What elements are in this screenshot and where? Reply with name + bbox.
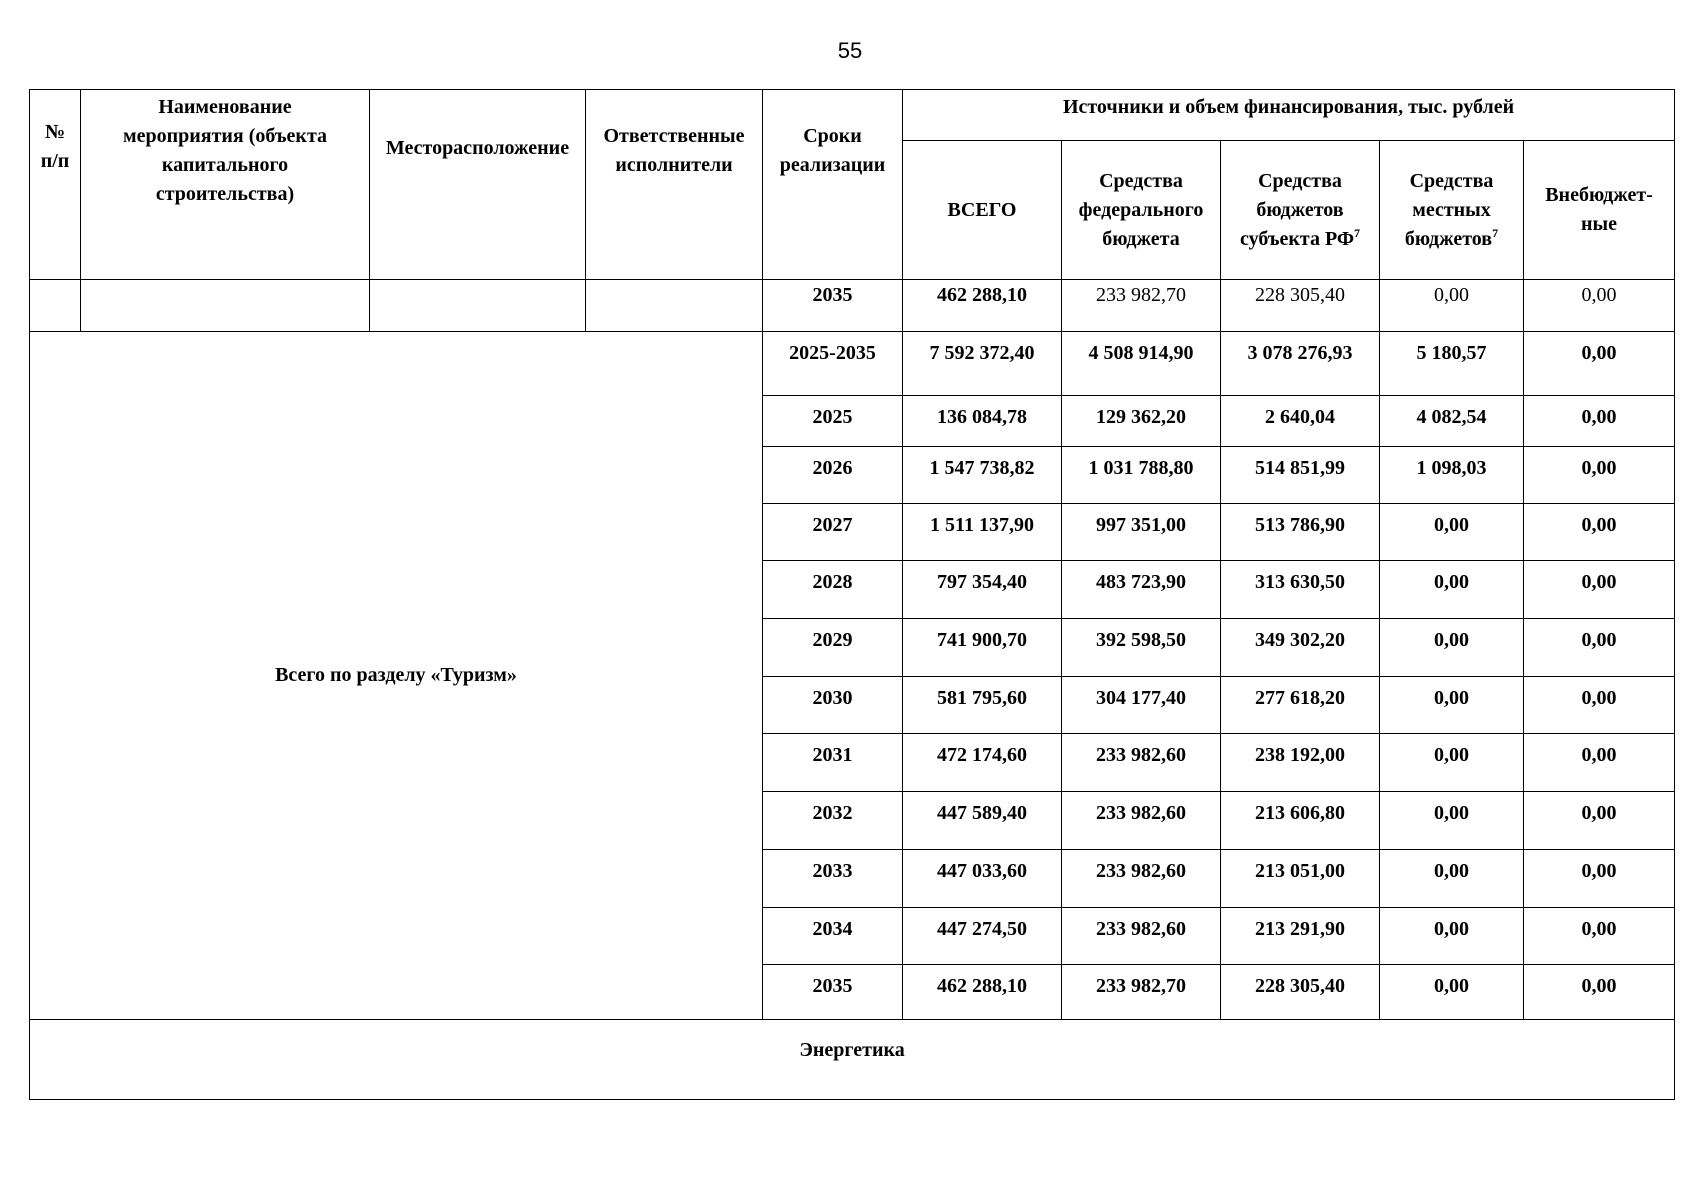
total-regional: 213 291,90 — [1221, 908, 1380, 965]
total-extra: 0,00 — [1524, 447, 1675, 504]
total-local: 0,00 — [1380, 965, 1524, 1020]
total-sum: 1 547 738,82 — [903, 447, 1062, 504]
carry-location-cell — [370, 280, 586, 332]
header-regional-text: Средства бюджетов субъекта РФ — [1239, 169, 1355, 250]
total-regional: 213 051,00 — [1221, 850, 1380, 908]
total-local: 0,00 — [1380, 908, 1524, 965]
total-federal: 304 177,40 — [1062, 677, 1221, 734]
total-sum: 447 589,40 — [903, 792, 1062, 850]
table-row — [30, 280, 1675, 332]
total-federal: 233 982,70 — [1062, 965, 1221, 1020]
carry-total: 462 288,10 — [903, 280, 1062, 332]
header-regional-note: 7 — [1354, 225, 1361, 240]
total-extra: 0,00 — [1524, 677, 1675, 734]
total-federal: 233 982,60 — [1062, 792, 1221, 850]
total-local: 4 082,54 — [1380, 396, 1524, 447]
total-federal: 4 508 914,90 — [1062, 332, 1221, 396]
total-regional: 313 630,50 — [1221, 561, 1380, 619]
total-regional: 228 305,40 — [1221, 965, 1380, 1020]
total-regional: 513 786,90 — [1221, 504, 1380, 561]
total-federal: 129 362,20 — [1062, 396, 1221, 447]
header-extra-line1: Внебюджет- — [1545, 184, 1653, 206]
total-extra: 0,00 — [1524, 332, 1675, 396]
total-regional: 277 618,20 — [1221, 677, 1380, 734]
total-sum: 7 592 372,40 — [903, 332, 1062, 396]
total-sum: 741 900,70 — [903, 619, 1062, 677]
total-year: 2026 — [763, 447, 903, 504]
header-local — [1380, 141, 1524, 280]
total-sum: 797 354,40 — [903, 561, 1062, 619]
total-regional: 2 640,04 — [1221, 396, 1380, 447]
total-regional: 349 302,20 — [1221, 619, 1380, 677]
header-federal: Средства федерального бюджета — [1062, 141, 1221, 280]
total-sum: 1 511 137,90 — [903, 504, 1062, 561]
total-federal: 997 351,00 — [1062, 504, 1221, 561]
total-regional: 238 192,00 — [1221, 734, 1380, 792]
carry-year: 2035 — [763, 280, 903, 332]
section-total-label: Всего по разделу «Туризм» — [30, 332, 763, 1020]
carry-extra: 0,00 — [1524, 280, 1675, 332]
header-funding-group: Источники и объем финансирования, тыс. рублей — [903, 90, 1675, 141]
total-sum: 447 274,50 — [903, 908, 1062, 965]
total-sum: 472 174,60 — [903, 734, 1062, 792]
total-sum: 581 795,60 — [903, 677, 1062, 734]
total-year: 2029 — [763, 619, 903, 677]
header-num — [30, 90, 81, 280]
total-extra: 0,00 — [1524, 734, 1675, 792]
total-extra: 0,00 — [1524, 619, 1675, 677]
total-extra: 0,00 — [1524, 396, 1675, 447]
header-name: Наименование мероприятия (объекта капитального строительства) — [81, 90, 370, 280]
table-header — [30, 90, 1675, 280]
header-local-note: 7 — [1492, 225, 1499, 240]
total-local: 0,00 — [1380, 561, 1524, 619]
total-local: 0,00 — [1380, 734, 1524, 792]
total-extra: 0,00 — [1524, 504, 1675, 561]
header-extra-line2: ные — [1581, 213, 1618, 235]
header-total: ВСЕГО — [903, 141, 1062, 280]
total-federal: 233 982,60 — [1062, 908, 1221, 965]
total-sum: 447 033,60 — [903, 850, 1062, 908]
header-extra — [1524, 141, 1675, 280]
total-local: 5 180,57 — [1380, 332, 1524, 396]
total-local: 0,00 — [1380, 504, 1524, 561]
total-year: 2027 — [763, 504, 903, 561]
total-federal: 233 982,60 — [1062, 850, 1221, 908]
total-year: 2028 — [763, 561, 903, 619]
header-regional — [1221, 141, 1380, 280]
total-extra: 0,00 — [1524, 792, 1675, 850]
header-num-line2: п/п — [40, 150, 70, 172]
table-row — [30, 332, 1675, 396]
budget-table — [29, 89, 1675, 1100]
carry-executors-cell — [586, 280, 763, 332]
carry-num-cell — [30, 280, 81, 332]
header-local-text: Средства местных бюджетов — [1404, 169, 1494, 250]
table-row — [30, 1020, 1675, 1100]
carry-local: 0,00 — [1380, 280, 1524, 332]
header-executors: Ответственные исполнители — [586, 90, 763, 280]
total-sum: 136 084,78 — [903, 396, 1062, 447]
total-local: 1 098,03 — [1380, 447, 1524, 504]
carry-federal: 233 982,70 — [1062, 280, 1221, 332]
total-regional: 213 606,80 — [1221, 792, 1380, 850]
total-local: 0,00 — [1380, 619, 1524, 677]
total-year: 2033 — [763, 850, 903, 908]
total-year: 2034 — [763, 908, 903, 965]
carry-regional: 228 305,40 — [1221, 280, 1380, 332]
total-year: 2025-2035 — [763, 332, 903, 396]
total-year: 2032 — [763, 792, 903, 850]
total-year: 2030 — [763, 677, 903, 734]
page-number: 55 — [837, 38, 863, 63]
total-extra: 0,00 — [1524, 965, 1675, 1020]
total-extra: 0,00 — [1524, 850, 1675, 908]
total-federal: 392 598,50 — [1062, 619, 1221, 677]
header-location: Месторасположение — [370, 90, 586, 280]
total-year: 2031 — [763, 734, 903, 792]
total-federal: 483 723,90 — [1062, 561, 1221, 619]
total-federal: 233 982,60 — [1062, 734, 1221, 792]
total-extra: 0,00 — [1524, 908, 1675, 965]
total-local: 0,00 — [1380, 677, 1524, 734]
total-local: 0,00 — [1380, 850, 1524, 908]
header-terms: Сроки реализации — [763, 90, 903, 280]
carry-name-cell — [81, 280, 370, 332]
next-section-title: Энергетика — [30, 1020, 1675, 1100]
header-num-line1: № — [44, 121, 66, 143]
total-extra: 0,00 — [1524, 561, 1675, 619]
total-local: 0,00 — [1380, 792, 1524, 850]
total-federal: 1 031 788,80 — [1062, 447, 1221, 504]
total-sum: 462 288,10 — [903, 965, 1062, 1020]
total-regional: 3 078 276,93 — [1221, 332, 1380, 396]
total-regional: 514 851,99 — [1221, 447, 1380, 504]
total-year: 2025 — [763, 396, 903, 447]
total-year: 2035 — [763, 965, 903, 1020]
table-body — [30, 280, 1675, 1100]
